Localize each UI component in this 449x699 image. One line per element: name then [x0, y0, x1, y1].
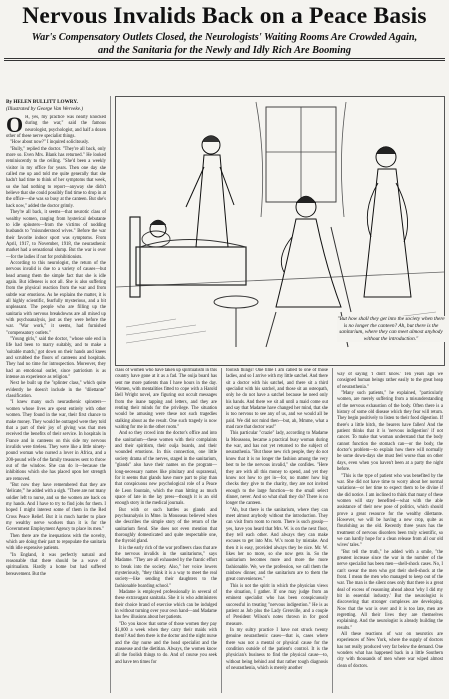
paragraph: "But now they have remembered that they are 'delicate,'" he added with a sigh. "There are not many soldier left to nurse, and so the women are back on my hands. And I have to try to find jobs for them. I hoped I might interest some of them in the Red Cross Peace Relief. But it is much harder to place my wealthy nerve workers than it is for the Government Employment Agency to place its men." — [6, 482, 106, 533]
paragraph: "How about now?" I inquired solicitously. — [10, 140, 90, 146]
paragraph: "Ah, but there is the sanitarium, where they can meet almost anybody without the introduction. They can visit from room to room. There is such gossip—yes, have you heard that Mrs. W. is on the next floor, they tell each other. And always they can make excuses to get into Mrs. W.'s room by mistake. And then it is easy, provided always they be nice. Mr. W. likes her no more, so she now gets in. So the sanitarium becomes more and more the more fashionable. We, we the profession, we call them the rainbow dinner, and the sanitarium are to them the great conveniences." — [226, 507, 328, 583]
paragraph: It is the early rich of the war profiteers class that are the nervous invalids in the sanitariums," says Madame. "They are all exhausted by the frantic effort to break into the society. Also," her voice lowers mysteriously, "they think it is a way to meet the real society—like sending their daughters to the fashionable boarding school." — [115, 545, 217, 589]
article-column-2 — [115, 368, 217, 693]
article-column-3 — [226, 368, 328, 693]
paragraph: "Do you know that some of those women they pay $1,000 a week when they carry their maids with them? And then there is the doctor and the night nurse and the day nurse and the head specialist and the masseuse and the dietitian. Always, the women know all the foolish things to do. And of course you seek and have ten times for — [115, 621, 217, 665]
paragraph: In my sultry practice I have not struck twenty genuine neurasthenic cases—that is, cases where there was not a mental or physical cause for the condition outside of the patient's control. It is the physician's business to find the physical cause—to, without being behind and that rather tough diagnosis of neurasthenia, which is merely another — [226, 628, 328, 672]
paragraph: And so they crowd into the doctor's office and into the sanitarium—these women with their complaints and their spiritism, their ouija boards, and their wounded emotions. In this connection, one little society drama of the nerves, staged in the sanitarium, "glands" also have their names on the program—long-necessary names like pituitary and suprarenal, for it seems that glands have more part to play than that conspicuous new psychological role of a Peace de Leon fountain, which the man hitting as much space of late in the lay press—though it is an old enough story in the medical journals. — [115, 431, 217, 507]
paragraph: This is not the spirit in which the physician views the situation, I gather. If one may judge from an eminent specialist who has been conspicuously successful in treating "nervous indigestion." He is as patient as Job plus the Lady Grenville, and a couple of President Wilson's notes thrown in for good measure. — [226, 583, 328, 627]
subheadline-line-1: War's Compensatory Outlets Closed, the Neurologists' Waiting Rooms Are Crowded Again, — [31, 32, 418, 43]
paragraph: Madame is employed professionally in several of these extravagant sanitaria. She it is who administers their choice brand of exercise which can be indulged in without turning over your own hand—and Madame has few illusions about her patients. — [115, 590, 217, 621]
paragraph: "But tell the truth," he added with a smile, "the greatest increase since the war in the number of the nerve specialist has been men—shell-shock cases. No, I can't swear the men who got their shell-shock at the front. I mean the men who managed to keep out of the war. The man is the silent ones only that there is a great deal of excess of reasoning ahead about 'why I did my bit in essential industry.' But the neurologist is discovering that stronger complexes are developing. Now that the war is over and it is too late, men are regretting. All their lives they are themselves explaining. And the neurologist is already building the results." — [337, 549, 443, 631]
paragraph: This particular "crazie" lady, according to Madame la Mousseau, became a practical busy woman during the war, and has not yet returned to the subject of neurasthenia. "But those new rich people, they do not know that it is no longer the fashion among the very best to be the nervous invalid," she confides. "Here they are with all this money to spend, and yet they know not how to get in—for, no matter how big checks they give to the charity, they are not invited enough to the large function—to the small select dinner, never. And so what shall they do? There is no longer the canteen. — [226, 431, 328, 507]
article-column-4 — [337, 372, 443, 693]
author-byline: By HELEN BULLITT LOWRY. — [6, 99, 78, 105]
paragraph: way of saying 'I don't know.' Ten years ago we consigned human beings rather easily to the great heap of neurasthenia." — [337, 372, 443, 390]
column-rule — [332, 368, 333, 693]
paragraph: All these reactions of war on neurotics are experiences of New York, where the supply of doctors has not really produced very far below the demand. One wonders what has happened back in a little Southern city with thousands of men where war wiped almost clean of doctors. — [337, 632, 443, 669]
lead-paragraph: H, yes, my practice was nearly knocked during the war," said the famous neurologist, psychologist, and half a dozen other of these nerve specialist things. — [6, 115, 106, 140]
paragraph: "In England, it was perfectly natural and reasonable that there should be a wave of spiritualism. Hardly a home but had suffered bereavement. But the — [6, 552, 106, 577]
paragraph: "Many such patients," he explained, "particularly women, are merely suffering from a misunderstanding of the nervous exhaustion of the body. Often there is a history of some old disease which they fear will return. They begin positively to listen to their food digestion. If there's a little hitch, the bearers have fallen! And the patient thinks that it is 'nervous indigestion' if not cancer. To make that woman understand that the body cannot function the stomach can—or the body, the doctor's problem—to explain how there will normally be some down-days she must feel worse than on other days, even when you haven't been at a party the night before. — [337, 391, 443, 473]
illustration-credit: (Illustrated by George Van Werveke.) — [6, 105, 83, 112]
paragraph: class of women who have taken up spiritualism in this country have gone at it as a fad. The ouija board has sent me more patients than I have hours in the day. Women, with mentalities fitted to cope with a Harold Bell Wright novel, are figuring out occult messages from the inane tapping and letters, and they are renting their minds for the privilege. The situation would be amusing were these not such tragedies stalking about as the result. One such tragedy is now waiting for me in the other room." — [115, 368, 217, 431]
paragraph: "I knew many such neurasthenic spinsters—women whose lives are spent entirely with other women. They found in the war, their first chance to make money. They would be outraged were they told that a part of their joy of giving was that men received the benefits of their service. In hospitals in France and in canteens on this side my nervous invalids were tireless. They were like a little ninety-pound woman who nursed a lover in Africa, and a 200-pound wife of the family treasures sent to throw out of the window. She can do it—because the inhibitions which she has placed upon her strength are removed. — [6, 400, 106, 482]
paragraph: "This is the type of patient who was benefited by the war. She did not have time to worry about her normal variations—or her time to expect them to be divine if she did notice. I am inclined to think that many of these women will stay benefited—what with the able assistance of their new pose of politics, which should prove a great resource for the wealthy dilettante. However, we will be having a new crop, quite as flourishing as the old. Recently three years has the treatment of nervous disorders been truly scientific, so we can hardly hope for a clean release from all our old wives' tales." — [337, 473, 443, 549]
paragraph: According to this neurologist, the return of the nervous invalid is due to a variety of causes—but head among them the simple fact that she is idle again. But idleness is not all. She is also suffering from the physical reaction from the war and from subtle war emotions. As he explains the matter, it is all highly scientific, fearfully mysterious, and a bit unpleasant. The people who are filling up the sanitaria with nervous breakdowns are all mixed up with psychoanalysis, just as they were before the war. "War work," it seems, had furnished "compensatory outlets." — [6, 260, 106, 336]
paragraph: But with or such battles as glands and psychoanalysis in Mme. la Mousseau believed when she describes the simple story of the return of the sanitarium fiend. She does not even mention that thoroughly domesticated and quite respectable one, the thyroid gland. — [115, 507, 217, 545]
paragraph: "Bully," replied the doctor. "They're all back, only more so. Even Mrs. Blank has returned." He looked reminiscently to the ceiling. "She'd been a weekly visitor in my office for years. Then one day she called me up and told me quite generally that she hadn't had time to think of her symptoms that week, so she had nothing to report—anyway she didn't believe that she could possibly find time to drop in at the office—she was so busy at the canteen. But she's back now," added the doctor grimly. — [6, 146, 106, 209]
paragraph: "Young girls," said the doctor, "whose sole end in life had been to marry suitably, and to make a 'suitable match,' got down on their hands and knees and scrubbed the floors of canteens and hospitals. They had no time for introspection. Moreover, they had an emotional outlet, since patriotism is as intense an experience as religion." — [6, 337, 106, 381]
headline: Nervous Invalids Back on a Peace Basis — [22, 3, 427, 29]
header-rule-double — [4, 60, 445, 61]
paragraph: foolish things! One time I am called to one of those ladies, and so I arrive with my little satchel. And there sit a doctor with his satchel, and there sit a third specialist with his satchel, and those sit an osteopath, only he do not have a satchel because he need only his hands. And there we sit all until a maid come out and say that Madame have changed her mind, that she is too nervous to see any of us, and we would all be paid. We did not mind then—but, ah, Mmme, what a mad race that doctor was!" — [226, 368, 328, 431]
subheadline-line-2: and the Sanitaria for the Newly and Idly Rich Are Booming — [97, 45, 352, 56]
column-rule — [221, 368, 222, 693]
drop-cap: O — [6, 115, 24, 137]
paragraph: Next he built up the "splinter class," which quite evidently he doesn't include in the "dilettante" classification. — [6, 381, 106, 400]
header-rule — [4, 58, 445, 59]
paragraph: They're all back, it seems—that neurotic class of wealthy women, ranging from hysterical debutante to idle spinsters—from the victims of nodding husbands to "misunderstood wives." Before the war their favorite indoor sport was symptoms. From April, 1917, to November, 1918, the neurasthenic market had a sensational slump. But the war is over—for the ladies if not for prohibitionists. — [6, 210, 106, 260]
column-rule — [110, 96, 111, 693]
article-column-1 — [6, 115, 106, 693]
illustration-caption: "But how shall they get into the society when there is no longer the canteen? Ah, but there is the sanitarium, where they can meet almost anybody without the introduction." — [337, 316, 445, 342]
paragraph: Then there are the inequations with the novelty, which are doing their part to repopulate the sanitaria with idle expensive patients. — [6, 533, 106, 552]
subheadline — [6, 31, 443, 57]
